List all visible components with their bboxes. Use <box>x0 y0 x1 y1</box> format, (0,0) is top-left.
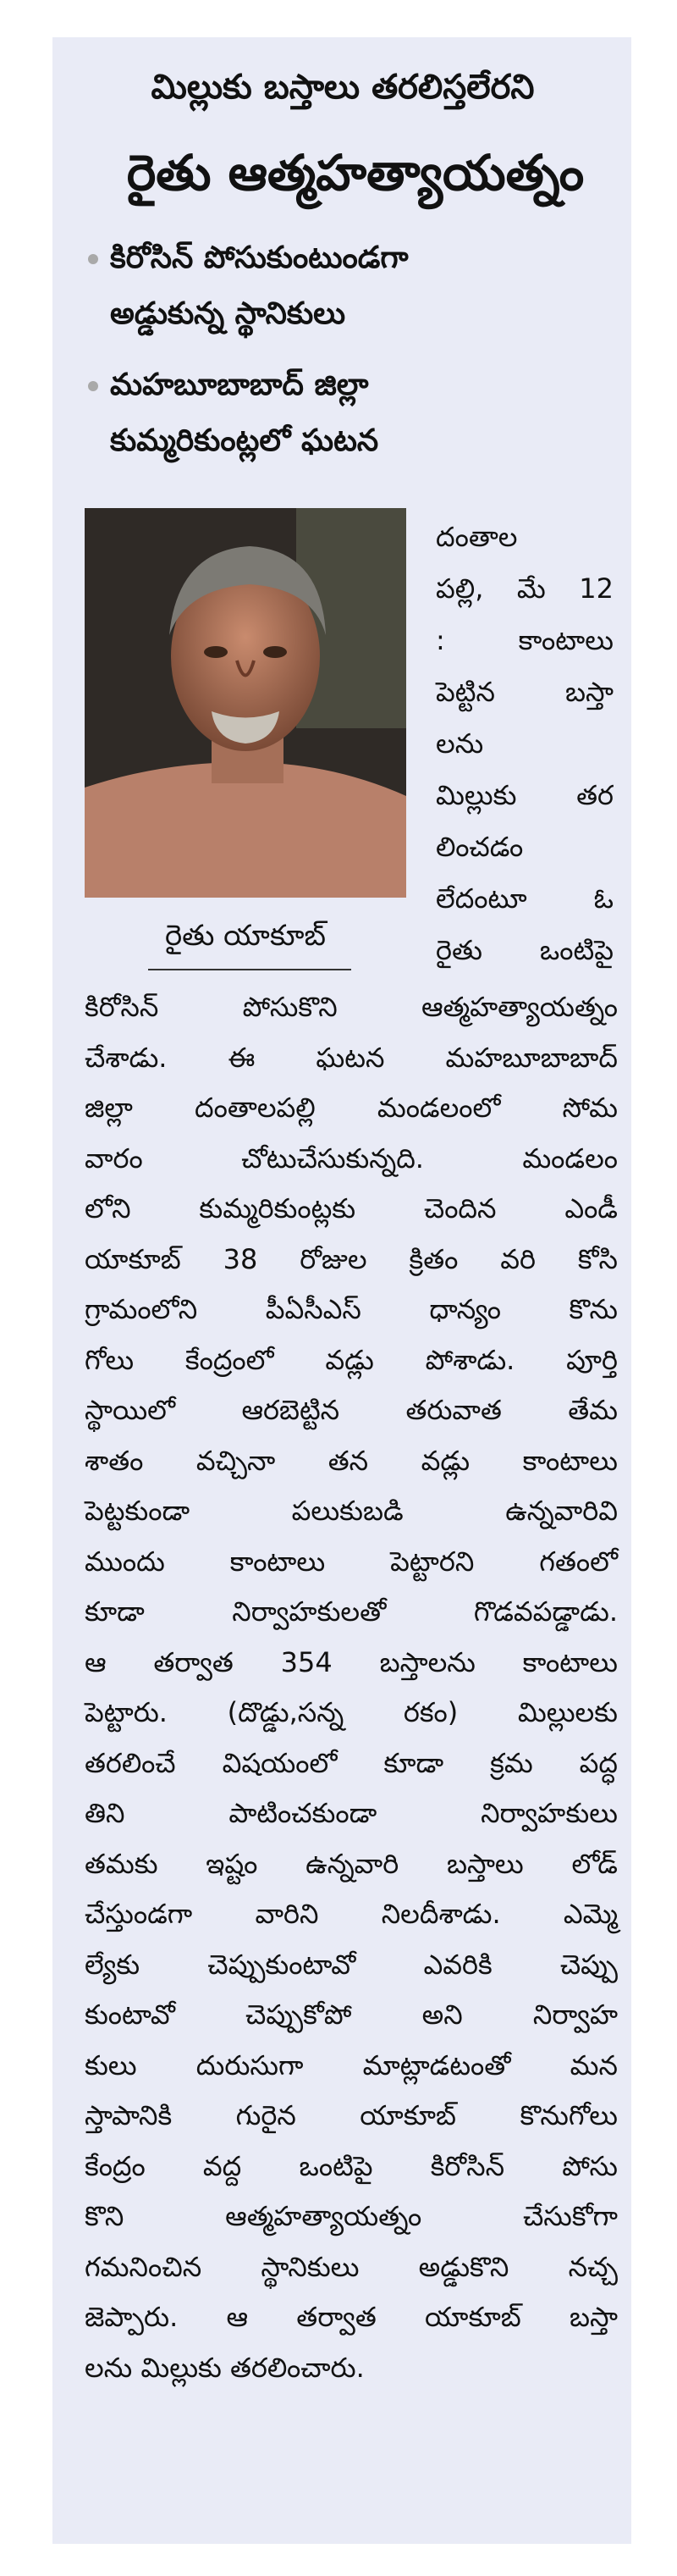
text-line: కూడా నిర్వాహకులతో గొడవపడ్డాడు. <box>85 1595 618 1628</box>
text-line: కులు దురుసుగా మాట్లాడటంతో మన <box>85 2048 618 2081</box>
text-line: పల్లి, మే 12 <box>436 572 614 605</box>
bullet-dot-icon <box>88 381 98 391</box>
side-column-text <box>436 511 614 976</box>
text-line: జెప్పారు. ఆ తర్వాత యాకూబ్ బస్తా <box>85 2301 618 2333</box>
text-line: : కాంటాలు <box>436 624 614 656</box>
text-line: గ్రామంలోని పీఏసీఎస్ ధాన్యం కొను <box>85 1293 618 1325</box>
bullet-1-line-2: అడ్డుకున్న స్థానికులు <box>110 296 346 331</box>
photo-caption: రైతు యాకూబ్ <box>164 919 327 953</box>
text-line: యాకూబ్ 38 రోజుల క్రితం వరి కోసి <box>85 1242 618 1275</box>
bullet-2-line-1: మహబూబాబాద్ జిల్లా <box>110 368 369 402</box>
text-line: దంతాల <box>436 521 518 553</box>
text-line: తిని పాటించకుండా నిర్వాహకులు <box>85 1797 618 1829</box>
article-body <box>85 982 618 2393</box>
text-line: జిల్లా దంతాలపల్లి మండలంలో సోమ <box>85 1092 618 1124</box>
text-line: వారం చోటుచేసుకున్నది. మండలం <box>85 1142 618 1175</box>
text-line: స్థాయిలో ఆరబెట్టిన తరువాత తేమ <box>85 1394 618 1426</box>
text-line: తరలించే విషయంలో కూడా క్రమ పద్ధ <box>85 1746 618 1779</box>
bullet-1 <box>88 230 409 342</box>
article-headline: రైతు ఆత్మహత్యాయత్నం <box>126 144 585 202</box>
bullet-2-line-2: కుమ్మరికుంట్లలో ఘటన <box>110 423 379 458</box>
bullet-2 <box>88 357 378 469</box>
text-line: రైతు ఒంటిపై <box>436 934 614 966</box>
text-line: ల్యేకు చెప్పుకుంటావో ఎవరికి చెప్పు <box>85 1948 618 1981</box>
bullet-1-line-1: కిరోసిన్ పోసుకుంటుండగా <box>110 240 409 275</box>
text-line: లించడం <box>436 831 524 863</box>
text-line: చేస్తుండగా వారిని నిలదీశాడు. ఎమ్మె <box>85 1898 618 1930</box>
text-line: లను మిల్లుకు తరలించారు. <box>85 2351 365 2384</box>
text-line: కిరోసిన్ పోసుకొని ఆత్మహత్యాయత్నం <box>85 991 618 1023</box>
text-line: మిల్లుకు తర <box>436 779 614 811</box>
text-line: చేశాడు. ఈ ఘటన మహబూబాబాద్ <box>85 1041 618 1074</box>
text-line: లోని కుమ్మరికుంట్లకు చెందిన ఎండీ <box>85 1192 618 1224</box>
text-line: కొని ఆత్మహత్యాయత్నం చేసుకోగా <box>85 2200 618 2232</box>
text-line: లను <box>436 727 484 760</box>
text-line: ముందు కాంటాలు పెట్టారని గతంలో <box>85 1545 618 1578</box>
text-line: గోలు కేంద్రంలో వడ్లు పోశాడు. పూర్తి <box>85 1343 618 1376</box>
caption-underline <box>148 969 351 970</box>
article-kicker: మిల్లుకు బస్తాలు తరలిస్తలేరని <box>151 68 535 107</box>
text-line: కుంటావో చెప్పుకోపో అని నిర్వాహ <box>85 1998 618 2031</box>
text-line: తమకు ఇష్టం ఉన్నవారి బస్తాలు లోడ్ <box>85 1847 618 1880</box>
bullet-dot-icon <box>88 254 98 264</box>
text-line: ఆ తర్వాత 354 బస్తాలను కాంటాలు <box>85 1645 618 1678</box>
text-line: పెట్టకుండా పలుకుబడి ఉన్నవారివి <box>85 1495 618 1527</box>
text-line: లేదంటూ ఓ <box>436 882 614 915</box>
text-line: గమనించిన స్థానికులు అడ్డుకొని నచ్చ <box>85 2250 618 2283</box>
farmer-photo <box>85 508 406 898</box>
text-line: స్తాపానికి గురైన యాకూబ్ కొనుగోలు <box>85 2099 618 2131</box>
text-line: కేంద్రం వద్ద ఒంటిపై కిరోసిన్ పోసు <box>85 2149 618 2182</box>
text-line: పెట్టారు. (దొడ్డు,సన్న రకం) మిల్లులకు <box>85 1696 618 1728</box>
text-line: పెట్టిన బస్తా <box>436 676 614 708</box>
text-line: శాతం వచ్చినా తన వడ్లు కాంటాలు <box>85 1444 618 1477</box>
